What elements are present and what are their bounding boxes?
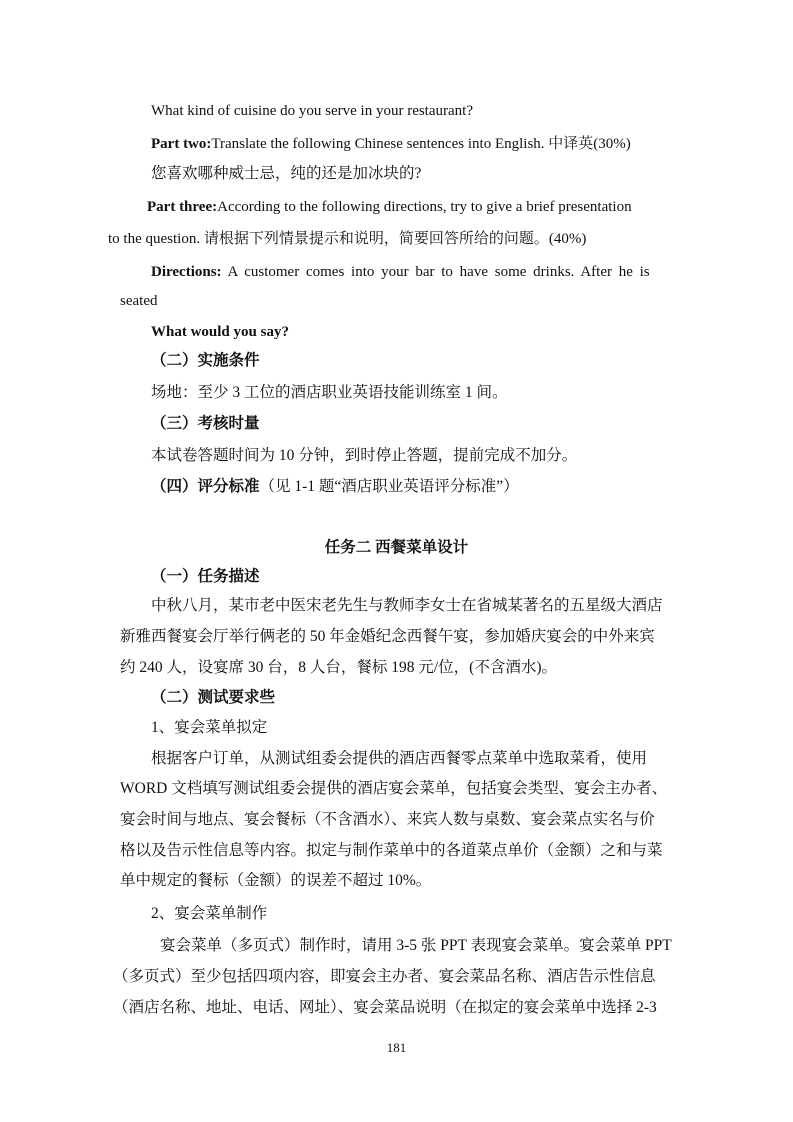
section-standard-note: （见 1-1 题“酒店职业英语评分标准”） [259,478,519,495]
task-title: 任务二 西餐菜单设计 [324,539,469,556]
part-two-line [151,134,631,154]
task-desc-line2: 新雅西餐宴会厅举行俩老的 50 年金婚纪念西餐午宴，参加婚庆宴会的中外来宾 [120,628,655,645]
part-three-text1: According to the following directions, try to give a brief presentation [217,199,632,215]
part-two-sentence: 您喜欢哪种威士忌，纯的还是加冰块的? [151,165,422,182]
part-three-label: Part three: [147,199,218,215]
part-two-text: Translate the following Chinese sentences into English. 中译英(30%) [211,136,631,152]
task-desc-heading: （一）任务描述 [151,568,260,585]
item1-title: 1、宴会菜单拟定 [151,719,268,736]
part-three-line2: to the question. 请根据下列情景提示和说明，简要回答所给的问题。(40%) [108,231,587,247]
item2-line: （多页式）至少包括四项内容，即宴会主办者、宴会菜品名称、酒店告示性信息 [113,968,656,985]
directions-line1 [151,262,673,282]
section-conditions-heading: （二）实施条件 [151,352,260,369]
section-conditions-text: 场地：至少 3 工位的酒店职业英语技能训练室 1 间。 [151,384,508,401]
item2-line: 宴会菜单（多页式）制作时，请用 3-5 张 PPT 表现宴会菜单。宴会菜单 PPT [160,937,672,954]
item1-line: 格以及告示性信息等内容。拟定与制作菜单中的各道菜点单价（金额）之和与菜 [120,842,663,859]
item1-line: 宴会时间与地点、宴会餐标（不含酒水）、来宾人数与桌数、宴会菜点实名与价 [120,811,655,828]
item2-line: （酒店名称、地址、电话、网址）、宴会菜品说明（在拟定的宴会菜单中选择 2-3 [113,999,657,1016]
task-desc-line1 [151,596,673,616]
item1-line: WORD 文档填写测试组委会提供的酒店宴会菜单，包括宴会类型、宴会主办者、 [120,780,668,797]
part-two-label: Part two: [151,136,212,152]
part-three-line1 [147,197,673,217]
item1-line: 根据客户订单，从测试组委会提供的酒店西餐零点菜单中选取菜肴，使用 [151,750,648,767]
directions-line2: seated [120,293,158,309]
section-standard-line [151,477,519,497]
what-would-you-say: What would you say? [151,324,289,340]
section-time-heading: （三）考核时量 [151,415,260,432]
test-req-heading: （二）测试要求些 [151,689,276,706]
item1-line: 单中规定的餐标（金额）的误差不超过 10%。 [120,872,432,889]
task-desc-line1-text: 中秋八月，某市老中医宋老先生与教师李女士在省城某著名的五星级大酒店 [151,597,663,614]
task-desc-line3: 约 240 人，设宴席 30 台，8 人台，餐标 198 元/位，(不含酒水)。 [120,659,558,676]
item2-title: 2、宴会菜单制作 [151,905,268,922]
section-time-text: 本试卷答题时间为 10 分钟，到时停止答题，提前完成不加分。 [151,447,578,464]
page-number: 181 [386,1040,407,1055]
part-one-question: What kind of cuisine do you serve in your restaurant? [151,103,473,119]
directions-text: A customer comes into your bar to have some drinks. After he is [221,264,650,280]
directions-label: Directions: [151,264,222,280]
section-standard-heading: （四）评分标准 [151,478,260,495]
